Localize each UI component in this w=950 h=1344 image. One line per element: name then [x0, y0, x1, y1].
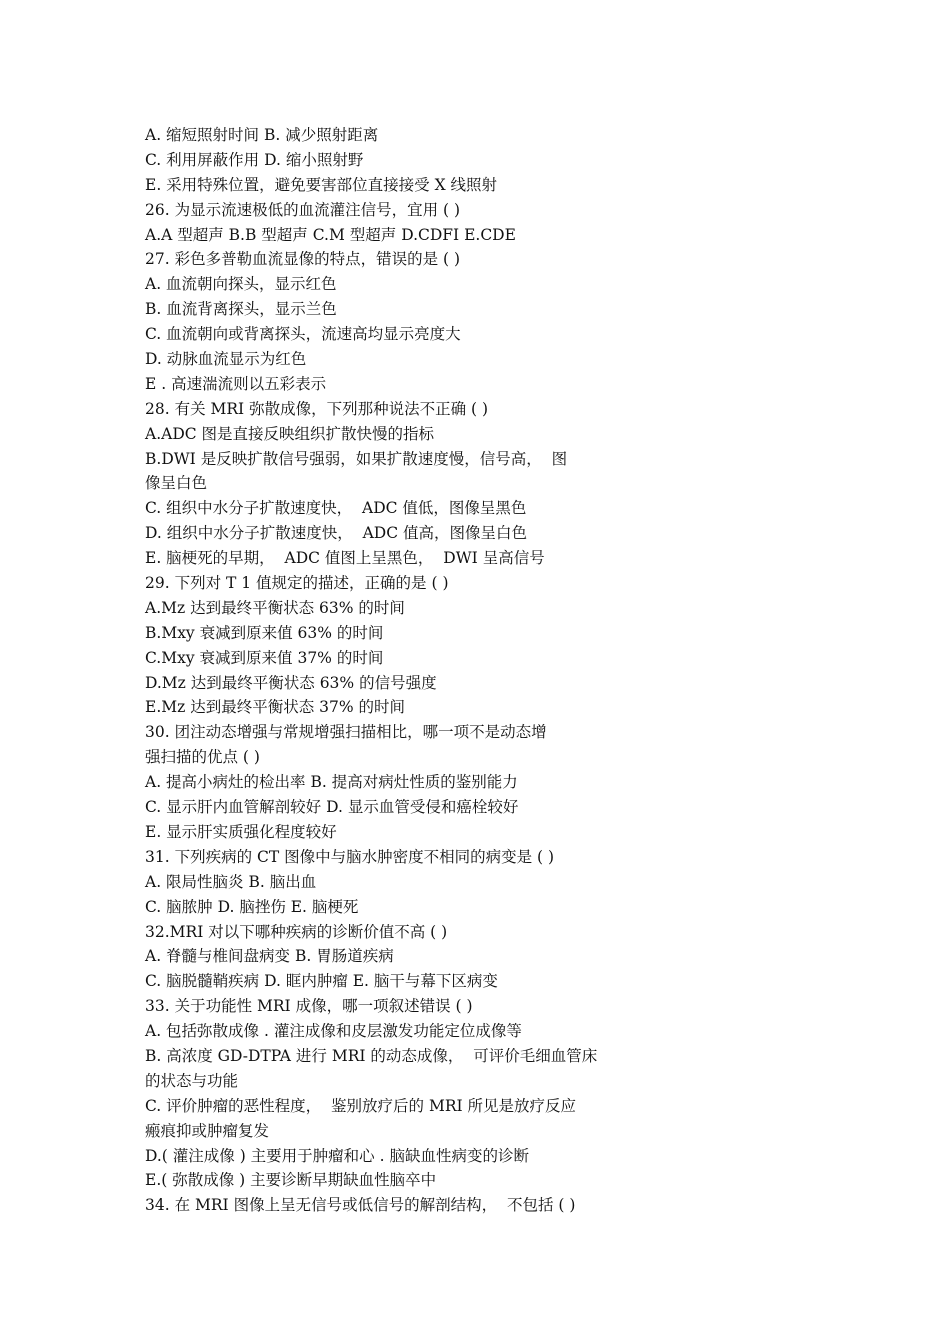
text-line: D.Mz 达到最终平衡状态 63% 的信号强度 — [145, 673, 437, 692]
text-line: E. 采用特殊位置，避免要害部位直接接受 X 线照射 — [145, 175, 498, 194]
text-line: A.Mz 达到最终平衡状态 63% 的时间 — [145, 598, 405, 617]
question-26: 26. 为显示流速极低的血流灌注信号，宜用 ( ) — [145, 200, 461, 219]
question-33: 33. 关于功能性 MRI 成像，哪一项叙述错误 ( ) — [145, 997, 473, 1016]
text-line: C. 利用屏蔽作用 D. 缩小照射野 — [145, 150, 364, 169]
text-line: A. 包括弥散成像 . 灌注成像和皮层激发功能定位成像等 — [145, 1022, 522, 1041]
text-line: B. 血流背离探头，显示兰色 — [145, 300, 337, 319]
text-line: C.Mxy 衰减到原来值 37% 的时间 — [145, 648, 384, 667]
question-32: 32.MRI 对以下哪种疾病的诊断价值不高 ( ) — [145, 922, 448, 941]
text-line: 瘢痕抑或肿瘤复发 — [145, 1121, 270, 1140]
text-line: E. 脑梗死的早期， ADC 值图上呈黑色， DWI 呈高信号 — [145, 549, 545, 568]
text-line: B.DWI 是反映扩散信号强弱，如果扩散速度慢，信号高， 图 — [145, 449, 568, 468]
text-line: 的状态与功能 — [145, 1071, 239, 1090]
text-line: A. 提高小病灶的检出率 B. 提高对病灶性质的鉴别能力 — [145, 773, 518, 792]
text-line: D. 动脉血流显示为红色 — [145, 350, 307, 369]
text-line: C. 脑脓肿 D. 脑挫伤 E. 脑梗死 — [145, 897, 359, 916]
text-line: E. 显示肝实质强化程度较好 — [145, 822, 337, 841]
document-body — [145, 123, 625, 1218]
text-line: E.( 弥散成像 ) 主要诊断早期缺血性脑卒中 — [145, 1171, 437, 1190]
question-29: 29. 下列对 T 1 值规定的描述，正确的是 ( ) — [145, 574, 449, 593]
text-line: C. 血流朝向或背离探头，流速高均显示亮度大 — [145, 325, 461, 344]
question-28: 28. 有关 MRI 弥散成像，下列那种说法不正确 ( ) — [145, 399, 489, 418]
text-line: E . 高速湍流则以五彩表示 — [145, 374, 327, 393]
question-34: 34. 在 MRI 图像上呈无信号或低信号的解剖结构， 不包括 ( ) — [145, 1196, 576, 1215]
question-27: 27. 彩色多普勒血流显像的特点，错误的是 ( ) — [145, 250, 461, 269]
question-30: 30. 团注动态增强与常规增强扫描相比，哪一项不是动态增 — [145, 723, 547, 742]
text-line: C. 显示肝内血管解剖较好 D. 显示血管受侵和癌栓较好 — [145, 798, 519, 817]
text-line: 强扫描的优点 ( ) — [145, 748, 260, 767]
text-line: D. 组织中水分子扩散速度快， ADC 值高，图像呈白色 — [145, 524, 527, 543]
text-line: C. 评价肿瘤的恶性程度， 鉴别放疗后的 MRI 所见是放疗反应 — [145, 1096, 577, 1115]
text-line: C. 脑脱髓鞘疾病 D. 眶内肿瘤 E. 脑干与幕下区病变 — [145, 972, 498, 991]
text-line: A.ADC 图是直接反映组织扩散快慢的指标 — [145, 424, 435, 443]
text-line: A. 脊髓与椎间盘病变 B. 胃肠道疾病 — [145, 947, 394, 966]
text-line: 像呈白色 — [145, 474, 208, 493]
text-line: B. 高浓度 GD-DTPA 进行 MRI 的动态成像， 可评价毛细血管床 — [145, 1046, 598, 1065]
text-line: D.( 灌注成像 ) 主要用于肿瘤和心 . 脑缺血性病变的诊断 — [145, 1146, 529, 1165]
text-line: E.Mz 达到最终平衡状态 37% 的时间 — [145, 698, 406, 717]
text-line: A. 血流朝向探头，显示红色 — [145, 275, 337, 294]
question-31: 31. 下列疾病的 CT 图像中与脑水肿密度不相同的病变是 ( ) — [145, 847, 555, 866]
text-line: C. 组织中水分子扩散速度快， ADC 值低，图像呈黑色 — [145, 499, 527, 518]
text-line: A. 缩短照射时间 B. 减少照射距离 — [145, 126, 379, 144]
text-line: A.A 型超声 B.B 型超声 C.M 型超声 D.CDFI E.CDE — [145, 225, 516, 244]
text-line: B.Mxy 衰减到原来值 63% 的时间 — [145, 623, 384, 642]
text-line: A. 限局性脑炎 B. 脑出血 — [145, 872, 317, 891]
